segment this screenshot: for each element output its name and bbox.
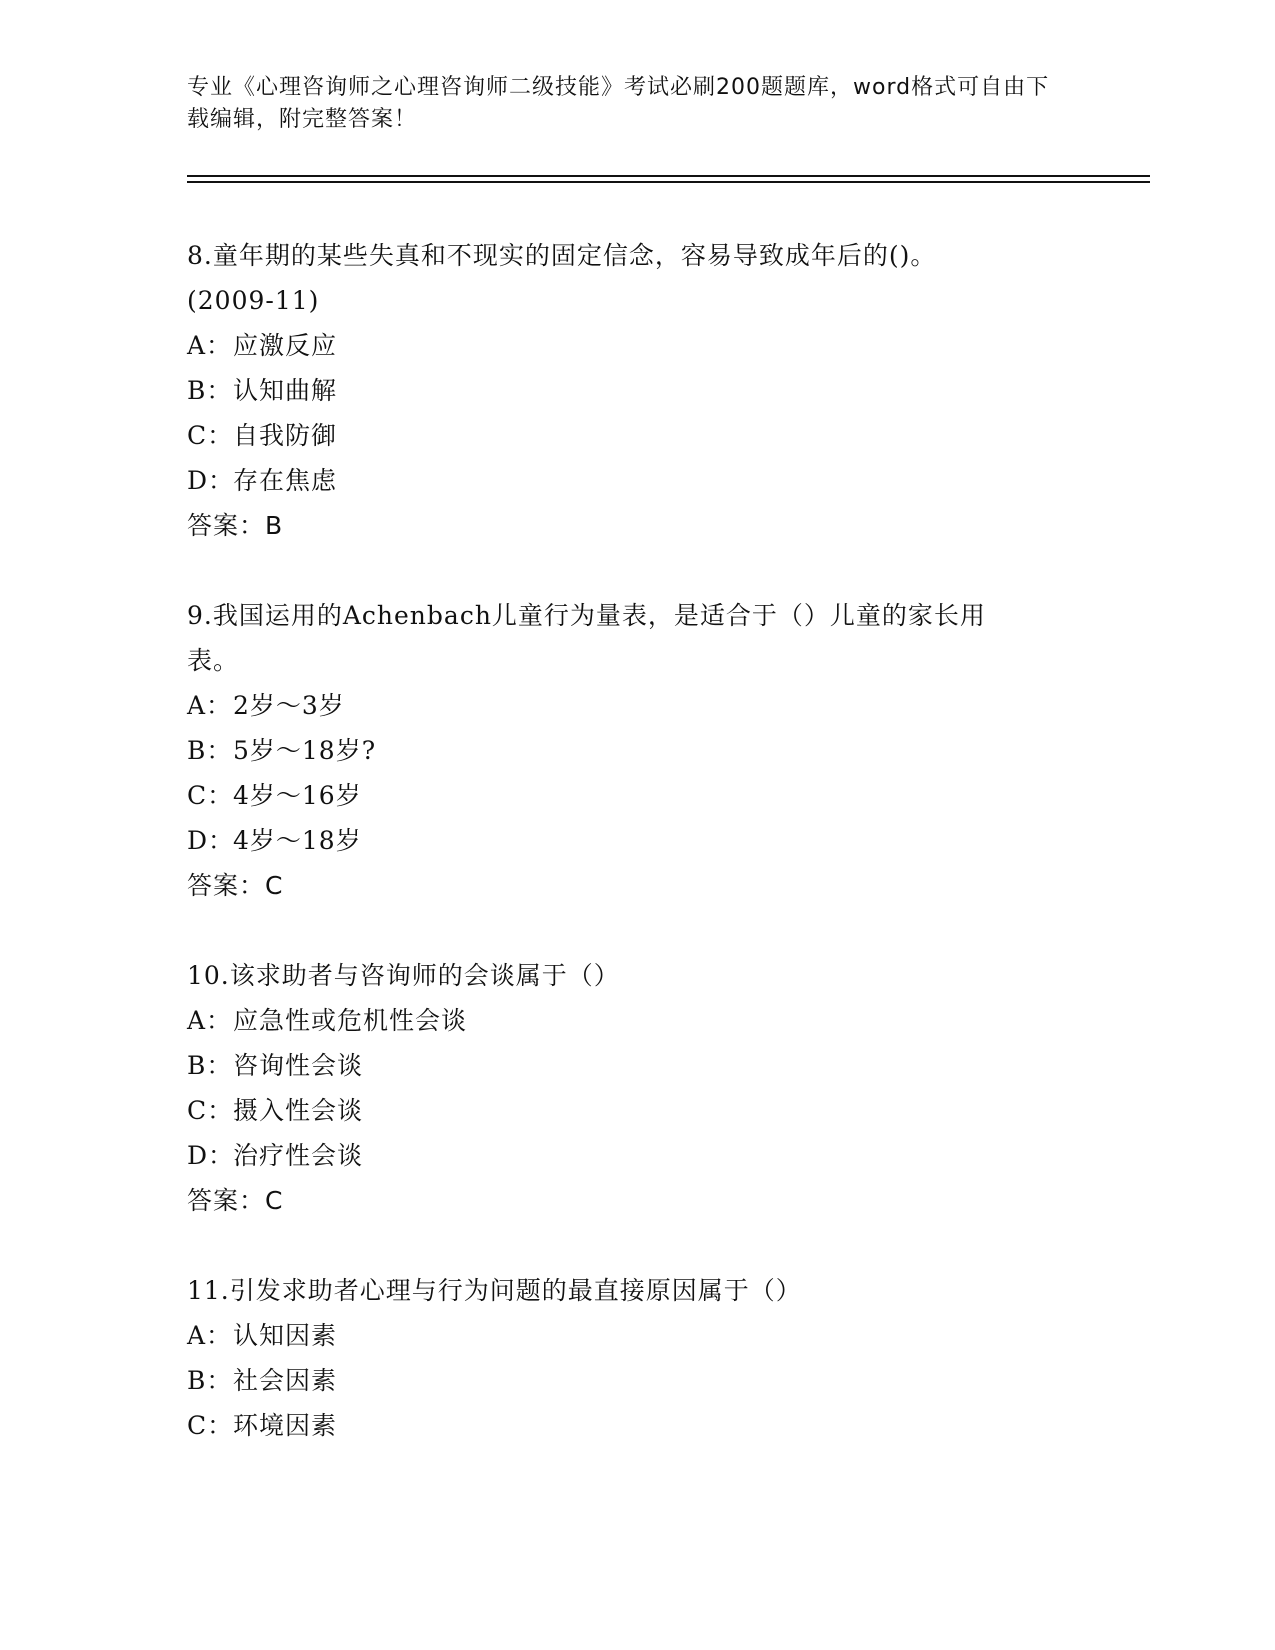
option-letter: B： — [187, 376, 233, 405]
question-11-option-b — [187, 1358, 1087, 1403]
option-letter: B： — [187, 736, 233, 765]
question-9-option-b — [187, 728, 1087, 773]
option-text: 自我防御 — [233, 421, 338, 450]
option-text: 4岁～16岁 — [233, 781, 362, 810]
option-text: 认知因素 — [233, 1321, 338, 1350]
option-letter: D： — [187, 826, 235, 855]
question-9-text: 9.我国运用的Achenbach儿童行为量表，是适合于（）儿童的家长用 — [187, 601, 986, 630]
question-9-option-d — [187, 818, 1087, 863]
question-10-answer: 答案：C — [187, 1186, 284, 1215]
option-letter: A： — [187, 1006, 233, 1035]
option-text: 咨询性会谈 — [233, 1051, 364, 1080]
option-text: 治疗性会谈 — [233, 1141, 364, 1170]
question-8 — [187, 233, 1087, 548]
option-text: 应激反应 — [233, 331, 338, 360]
question-9-option-c — [187, 773, 1087, 818]
header-divider-bottom — [187, 181, 1150, 183]
question-8-option-d — [187, 458, 1087, 503]
option-letter: A： — [187, 331, 233, 360]
question-8-option-c — [187, 413, 1087, 458]
option-text: 应急性或危机性会谈 — [233, 1006, 468, 1035]
option-letter: C： — [187, 1096, 234, 1125]
question-11 — [187, 1268, 1087, 1448]
option-text: 认知曲解 — [233, 376, 338, 405]
question-8-option-a — [187, 323, 1087, 368]
option-text: 环境因素 — [233, 1411, 338, 1440]
option-letter: A： — [187, 1321, 233, 1350]
question-8-text-cont: (2009-11) — [187, 286, 320, 315]
option-letter: D： — [187, 1141, 235, 1170]
question-9 — [187, 593, 1087, 908]
option-letter: B： — [187, 1366, 233, 1395]
question-10-option-b — [187, 1043, 1087, 1088]
question-10 — [187, 953, 1087, 1223]
question-10-option-d — [187, 1133, 1087, 1178]
option-text: 5岁～18岁? — [233, 736, 377, 765]
question-11-option-c — [187, 1403, 1087, 1448]
question-11-option-a — [187, 1313, 1087, 1358]
option-text: 4岁～18岁 — [233, 826, 362, 855]
option-letter: C： — [187, 781, 234, 810]
option-text: 社会因素 — [233, 1366, 338, 1395]
option-text: 摄入性会谈 — [233, 1096, 364, 1125]
option-letter: D： — [187, 466, 235, 495]
question-8-answer: 答案：B — [187, 511, 284, 540]
question-9-option-a — [187, 683, 1087, 728]
question-9-answer: 答案：C — [187, 871, 284, 900]
option-letter: B： — [187, 1051, 233, 1080]
option-text: 存在焦虑 — [233, 466, 338, 495]
question-11-text: 11.引发求助者心理与行为问题的最直接原因属于（） — [187, 1276, 802, 1305]
question-8-option-b — [187, 368, 1087, 413]
question-10-option-c — [187, 1088, 1087, 1133]
document-header: 专业《心理咨询师之心理咨询师二级技能》考试必刷200题题库，word格式可自由下载编辑，附完整答案！ — [187, 75, 1050, 132]
option-letter: C： — [187, 421, 234, 450]
question-8-text: 8.童年期的某些失真和不现实的固定信念，容易导致成年后的()。 — [187, 241, 937, 270]
option-letter: C： — [187, 1411, 234, 1440]
question-10-text: 10.该求助者与咨询师的会谈属于（） — [187, 961, 620, 990]
header-divider-top — [187, 175, 1150, 177]
question-9-text-cont: 表。 — [187, 646, 240, 675]
option-text: 2岁～3岁 — [233, 691, 345, 720]
option-letter: A： — [187, 691, 233, 720]
question-10-option-a — [187, 998, 1087, 1043]
